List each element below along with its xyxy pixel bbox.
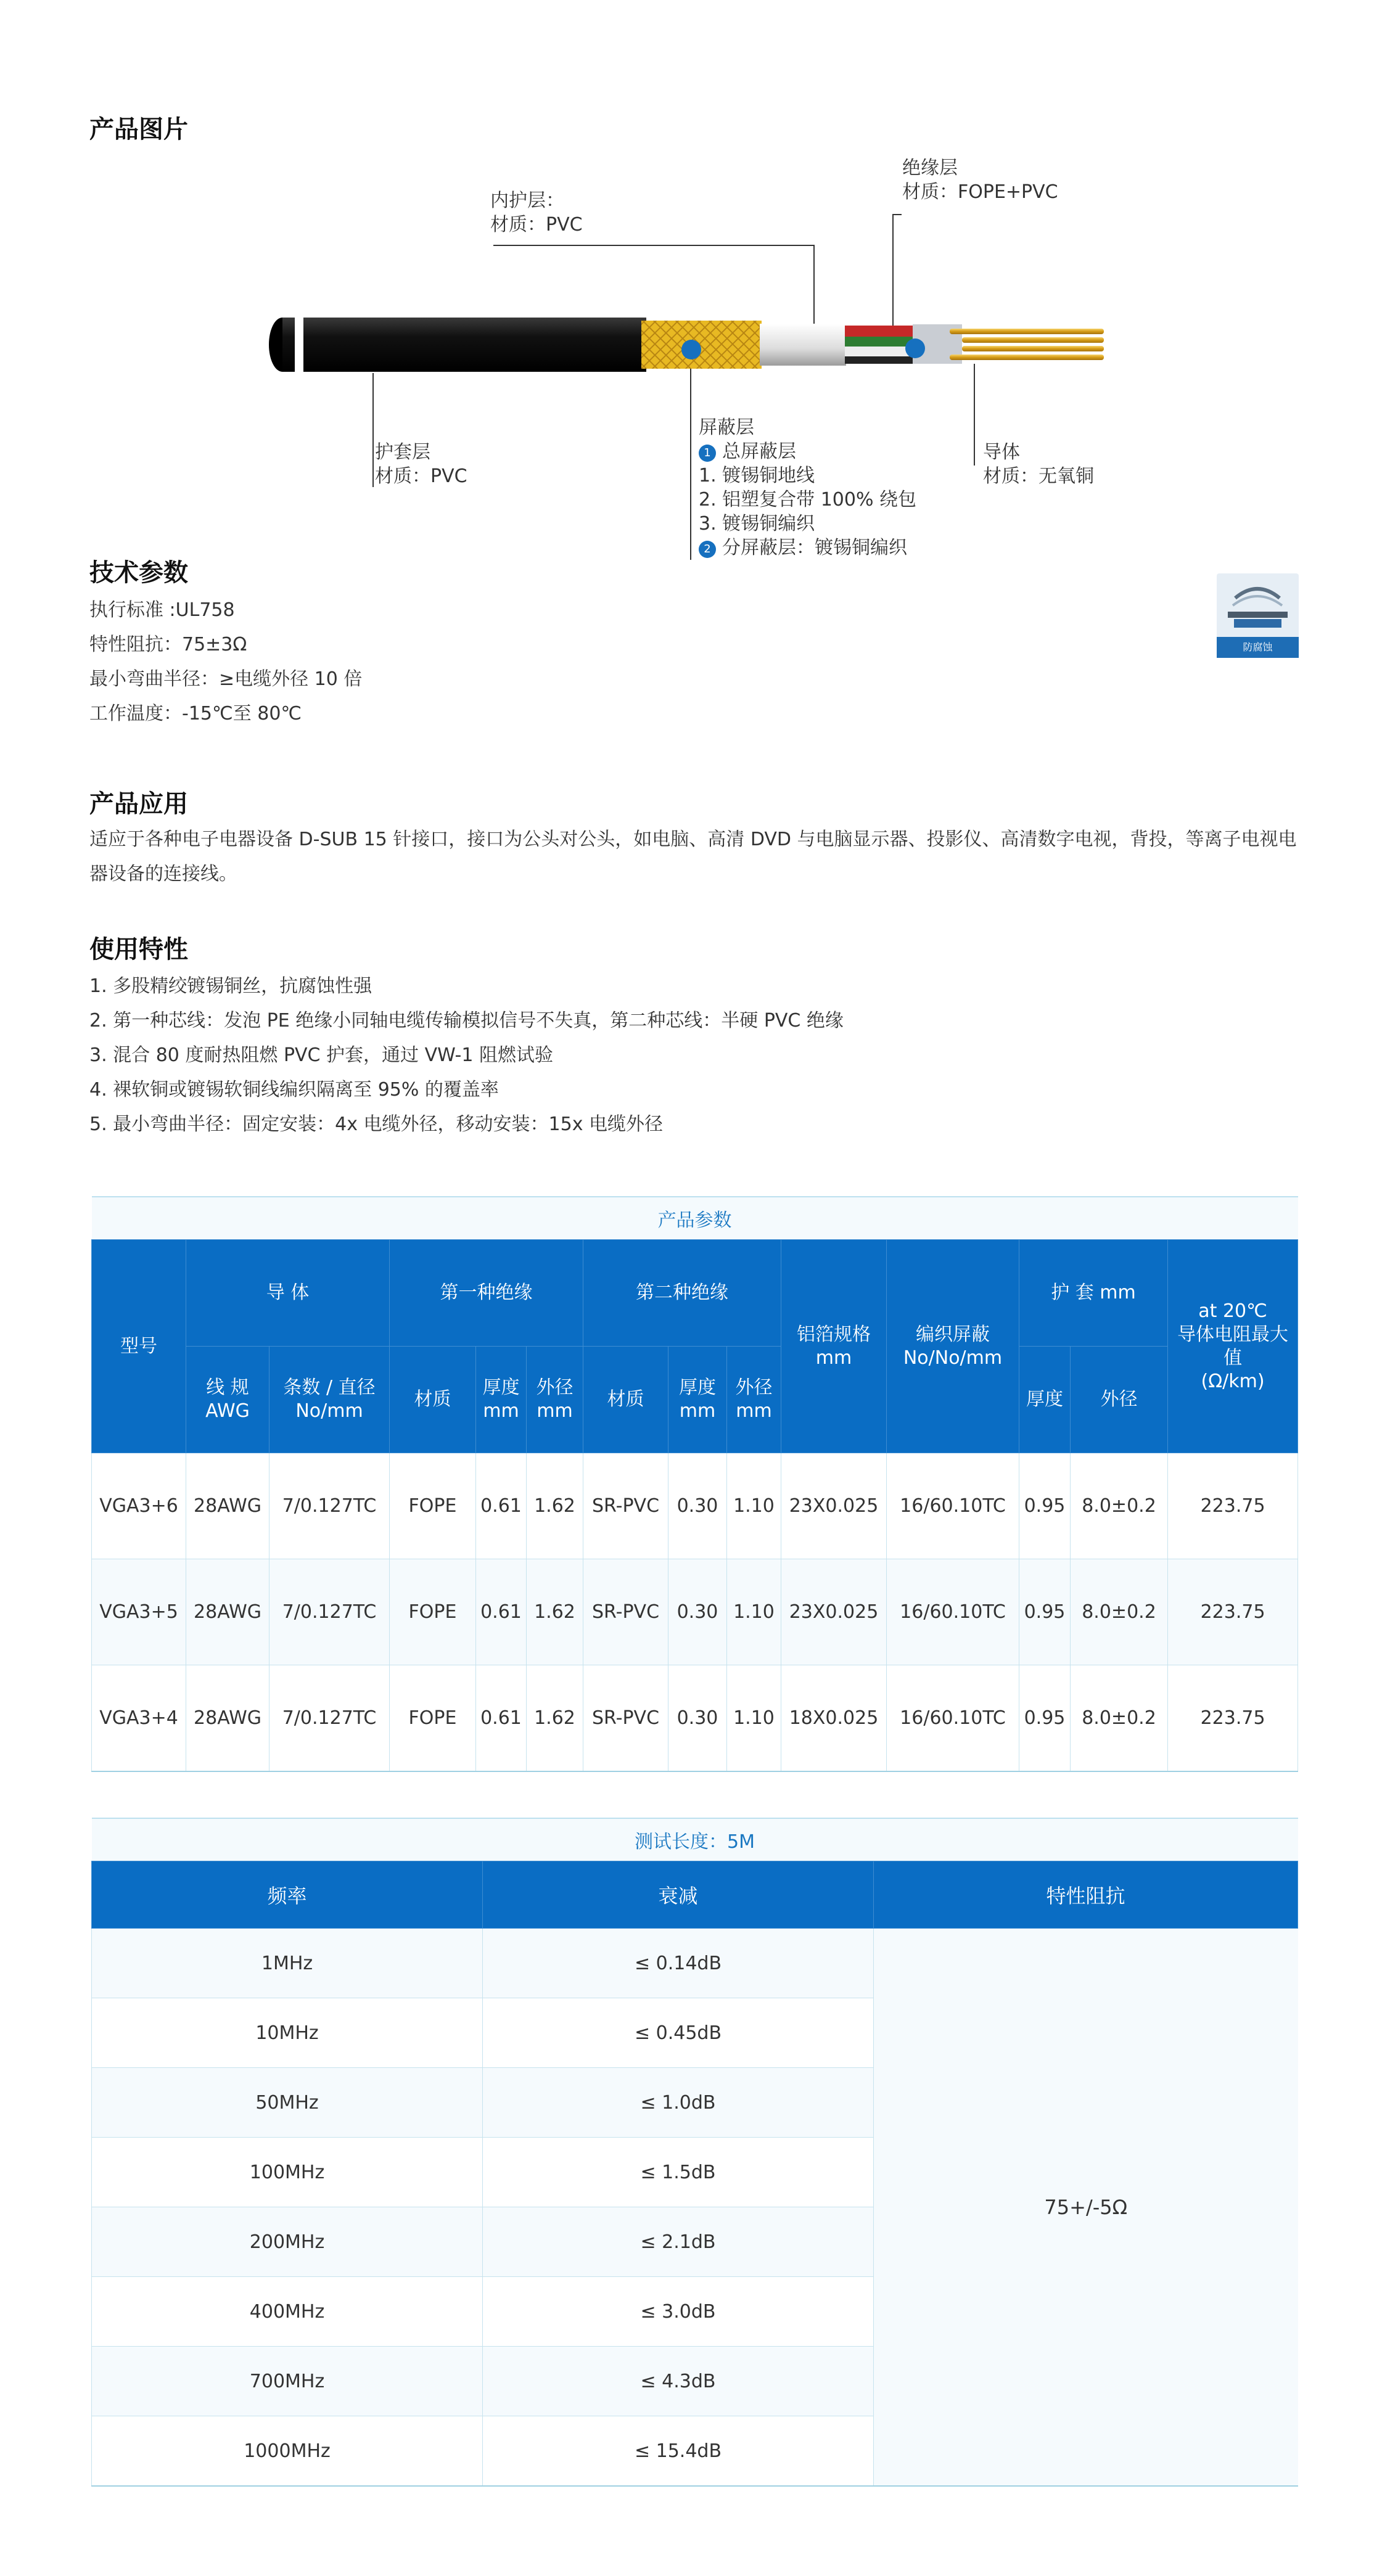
header-thickness-1: 厚度 mm [476,1347,527,1453]
feature-item: 1. 多股精绞镀锡铜丝，抗腐蚀性强 [89,975,372,997]
cell: 0.95 [1019,1559,1071,1665]
cell: 28AWG [186,1453,269,1559]
frequency-cell: 1000MHz [92,2416,483,2487]
conductor-material: 材质：无氧铜 [983,466,1094,487]
cell: 1.62 [527,1453,583,1559]
tech-bend-radius: 最小弯曲半径：≥电缆外径 10 倍 [89,668,363,690]
cell: 16/60.10TC [887,1453,1019,1559]
cell: 8.0±0.2 [1071,1559,1168,1665]
cell: 0.30 [668,1665,727,1772]
header-material-1: 材质 [390,1347,476,1453]
cell: 16/60.10TC [887,1559,1019,1665]
header-jacket: 护 套 mm [1019,1240,1168,1347]
cell: VGA3+4 [92,1665,186,1772]
inner-sheath-material: 材质：PVC [490,214,583,236]
table-row [92,1665,1298,1772]
cell: 0.30 [668,1559,727,1665]
table-row [92,1453,1298,1559]
frequency-cell: 50MHz [92,2068,483,2138]
header-material-2: 材质 [583,1347,668,1453]
number-2-icon: 2 [699,541,716,558]
header-attenuation: 衰减 [483,1861,874,1929]
badge-label: 防腐蚀 [1217,637,1299,658]
cell: 1.62 [527,1559,583,1665]
shield-total [699,440,916,464]
cell: SR-PVC [583,1559,668,1665]
frequency-cell: 100MHz [92,2138,483,2207]
header-jacket-thickness: 厚度 [1019,1347,1071,1453]
table-row [92,1929,1298,1998]
cell: SR-PVC [583,1665,668,1772]
header-strand: 条数 / 直径 No/mm [269,1347,390,1453]
cell: 0.61 [476,1559,527,1665]
header-model: 型号 [92,1240,186,1453]
tech-standard: 执行标准 :UL758 [89,599,235,621]
shield-item: 1. 镀锡铜地线 [699,465,815,486]
insulation-title: 绝缘层 [902,157,958,179]
cell: 7/0.127TC [269,1559,390,1665]
table-caption: 测试长度：5M [92,1818,1298,1861]
section-title-application: 产品应用 [89,790,188,818]
shield-item: 2. 铝塑复合带 100% 绕包 [699,489,916,511]
cell: 28AWG [186,1665,269,1772]
attenuation-table [91,1818,1298,2487]
cell: 223.75 [1168,1559,1298,1665]
cable-diagram [0,0,1390,567]
cell: 1.62 [527,1665,583,1772]
jacket-material: 材质：PVC [375,466,467,487]
cell: 28AWG [186,1559,269,1665]
cell: 23X0.025 [781,1453,887,1559]
inner-sheath-title: 内护层： [490,190,564,211]
cell: 7/0.127TC [269,1665,390,1772]
frequency-cell: 200MHz [92,2207,483,2277]
cell: 0.61 [476,1665,527,1772]
cell: 223.75 [1168,1453,1298,1559]
cell: 23X0.025 [781,1559,887,1665]
header-thickness-2: 厚度 mm [668,1347,727,1453]
cell: 1.10 [727,1665,781,1772]
cell: 0.95 [1019,1453,1071,1559]
marker-2 [905,338,925,358]
cell: 1.10 [727,1453,781,1559]
cell: 0.61 [476,1453,527,1559]
feature-item: 2. 第一种芯线：发泡 PE 绝缘小同轴电缆传输模拟信号不失真，第二种芯线：半硬 PVC 绝缘 [89,1010,844,1032]
frequency-cell: 700MHz [92,2347,483,2416]
header-impedance: 特性阻抗 [874,1861,1298,1929]
shield-sub-text: 分屏蔽层：镀锡铜编织 [722,537,907,559]
attenuation-cell: ≤ 0.45dB [483,1998,874,2068]
tech-temperature: 工作温度：-15℃至 80℃ [89,703,302,724]
section-title-product-image: 产品图片 [89,115,188,144]
frequency-cell: 400MHz [92,2277,483,2347]
attenuation-cell: ≤ 2.1dB [483,2207,874,2277]
feature-item: 5. 最小弯曲半径：固定安装：4x 电缆外径，移动安装：15x 电缆外径 [89,1114,663,1135]
inner-sheath [760,324,846,366]
frequency-cell: 10MHz [92,1998,483,2068]
header-resistance: at 20℃ 导体电阻最大 值 (Ω/km) [1168,1240,1298,1453]
attenuation-cell: ≤ 3.0dB [483,2277,874,2347]
cell: VGA3+5 [92,1559,186,1665]
cell: FOPE [390,1559,476,1665]
cell: 223.75 [1168,1665,1298,1772]
jacket-title: 护套层 [375,441,430,463]
cell: 8.0±0.2 [1071,1665,1168,1772]
shield-sub [699,536,916,560]
insulation-material: 材质：FOPE+PVC [902,181,1058,203]
anti-corrosion-icon [1217,573,1299,637]
header-od-2: 外径 mm [727,1347,781,1453]
cell: 1.10 [727,1559,781,1665]
feature-item: 4. 裸软铜或镀锡软铜线编织隔离至 95% 的覆盖率 [89,1079,499,1101]
cell: FOPE [390,1453,476,1559]
conductor-wires [950,329,1104,360]
attenuation-cell: ≤ 1.0dB [483,2068,874,2138]
header-od-1: 外径 mm [527,1347,583,1453]
cell: 18X0.025 [781,1665,887,1772]
table-row [92,1559,1298,1665]
label-insulation [902,156,1058,204]
header-jacket-od: 外径 [1071,1347,1168,1453]
header-braid: 编织屏蔽 No/No/mm [887,1240,1019,1453]
cell: 7/0.127TC [269,1453,390,1559]
label-conductor [983,440,1094,488]
application-text: 适应于各种电子电器设备 D-SUB 15 针接口，接口为公头对公头，如电脑、高清 DVD 与电脑显示器、投影仪、高清数字电视，背投，等离子电视电器设备的连接线。 [89,829,1297,885]
cell: 0.95 [1019,1665,1071,1772]
cable-jacket [269,318,646,372]
header-conductor: 导 体 [186,1240,390,1347]
feature-item: 3. 混合 80 度耐热阻燃 PVC 护套，通过 VW-1 阻燃试验 [89,1044,553,1066]
product-params-table [91,1196,1298,1772]
cell: SR-PVC [583,1453,668,1559]
cell: VGA3+6 [92,1453,186,1559]
number-1-icon: 1 [699,445,716,462]
section-title-tech-params: 技术参数 [89,559,188,587]
attenuation-cell: ≤ 4.3dB [483,2347,874,2416]
header-foil: 铝箔规格 mm [781,1240,887,1453]
conductor-title: 导体 [983,441,1020,463]
cell: FOPE [390,1665,476,1772]
shield-title: 屏蔽层 [699,417,754,438]
frequency-cell: 1MHz [92,1929,483,1998]
anti-corrosion-badge [1217,573,1299,659]
marker-1 [681,340,701,359]
label-inner-sheath [490,189,583,237]
header-awg: 线 规 AWG [186,1347,269,1453]
header-insulation-2: 第二种绝缘 [583,1240,781,1347]
shield-total-text: 总屏蔽层 [722,441,796,462]
attenuation-cell: ≤ 0.14dB [483,1929,874,1998]
label-shield [699,416,916,560]
impedance-cell: 75+/-5Ω [874,1929,1298,2487]
header-frequency: 频率 [92,1861,483,1929]
label-jacket [375,440,467,488]
core-wires [845,324,962,364]
section-title-features: 使用特性 [89,935,188,964]
cell: 8.0±0.2 [1071,1453,1168,1559]
cell: 16/60.10TC [887,1665,1019,1772]
table-caption: 产品参数 [92,1197,1298,1240]
braid-shield [641,321,762,369]
attenuation-cell: ≤ 1.5dB [483,2138,874,2207]
tech-impedance: 特性阻抗：75±3Ω [89,634,247,655]
cell: 0.30 [668,1453,727,1559]
header-insulation-1: 第一种绝缘 [390,1240,583,1347]
attenuation-cell: ≤ 15.4dB [483,2416,874,2487]
shield-item: 3. 镀锡铜编织 [699,513,815,535]
